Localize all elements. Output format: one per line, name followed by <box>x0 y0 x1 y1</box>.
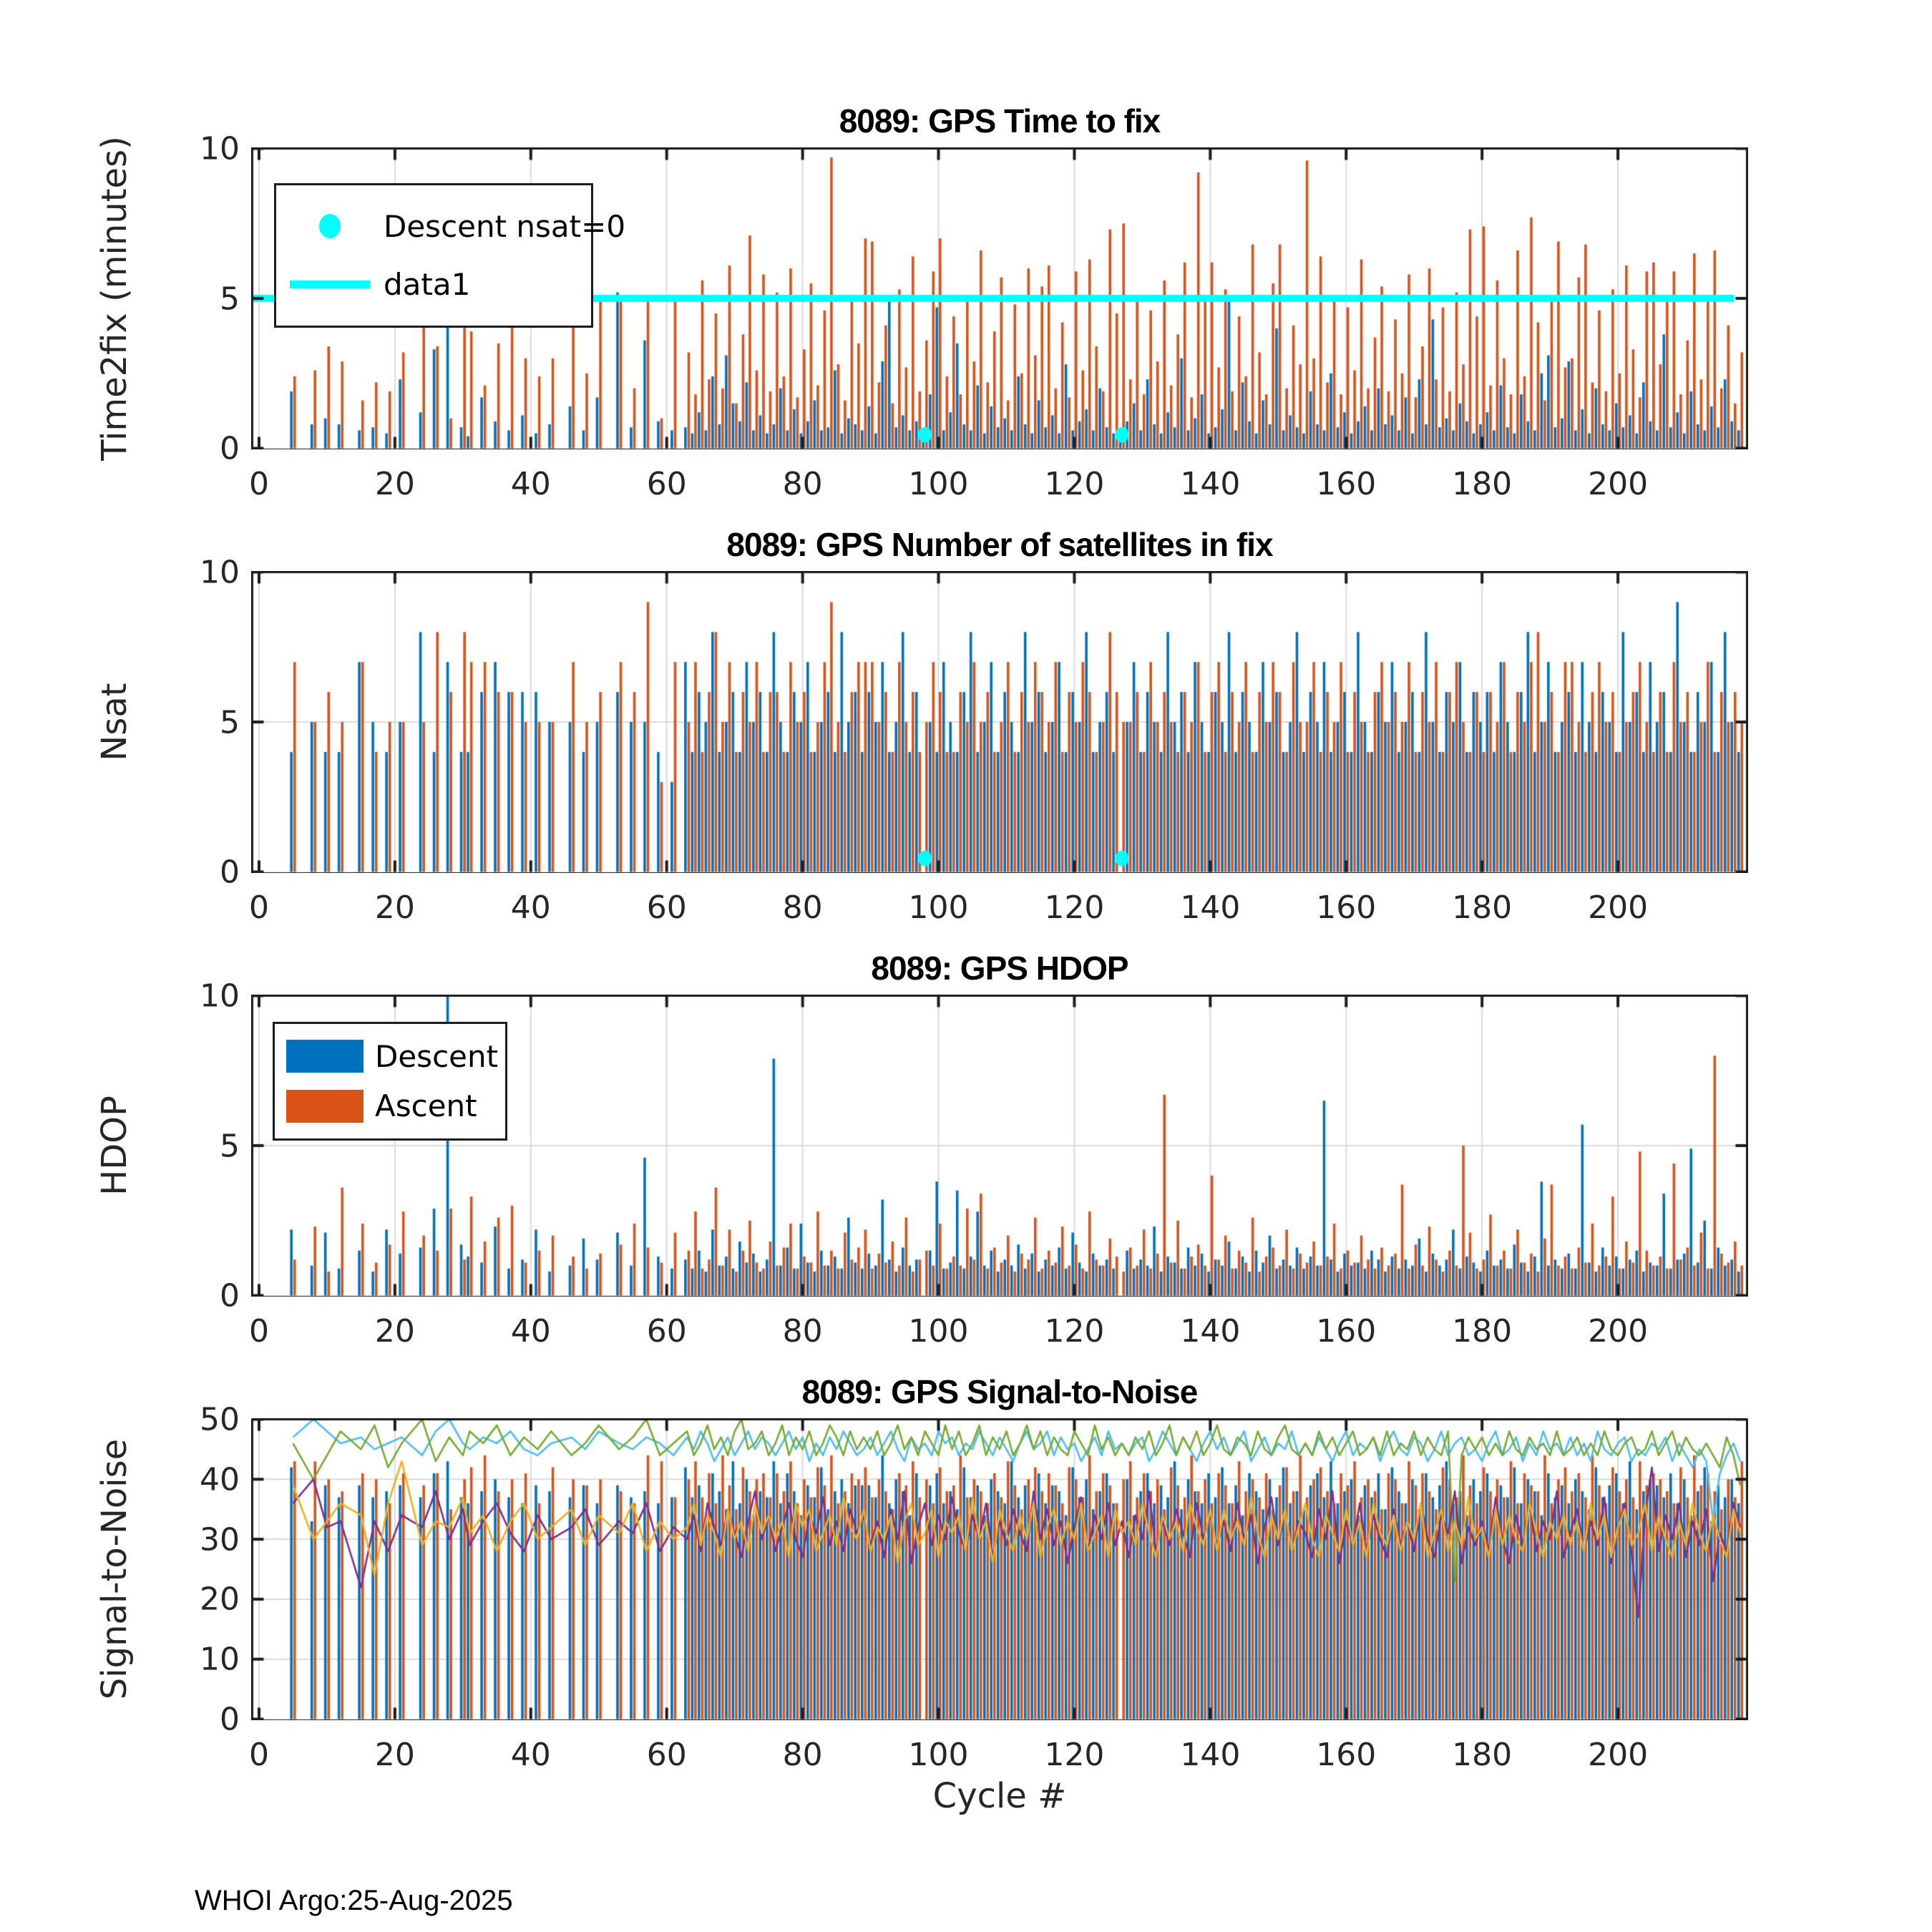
x-tick-label: 80 <box>782 1737 823 1773</box>
y-tick-label: 10 <box>200 1641 240 1678</box>
y-tick-label: 0 <box>220 1277 240 1314</box>
y-tick-label: 0 <box>220 1701 240 1738</box>
x-tick-label: 180 <box>1452 889 1513 926</box>
x-tick-label: 40 <box>510 1313 551 1350</box>
x-tick-label: 120 <box>1044 889 1105 926</box>
x-tick-label: 20 <box>374 1737 415 1773</box>
x-tick-label: 180 <box>1452 1737 1513 1773</box>
x-tick-label: 200 <box>1588 1313 1649 1350</box>
x-tick-label: 120 <box>1044 1737 1105 1773</box>
legend-swatch-icon <box>275 1090 375 1123</box>
x-tick-label: 80 <box>782 466 823 502</box>
y-tick-label: 5 <box>220 704 240 741</box>
legend-item-ascent <box>275 1088 505 1123</box>
x-tick-label: 160 <box>1316 1737 1377 1773</box>
x-tick-label: 20 <box>374 466 415 502</box>
legend-item-descent-nsat0 <box>276 208 626 244</box>
x-tick-label: 200 <box>1588 1737 1649 1773</box>
x-tick-label: 120 <box>1044 1313 1105 1350</box>
legend-item-descent <box>275 1039 505 1074</box>
cyan-dot-marker <box>319 214 341 238</box>
x-tick-label: 20 <box>374 1313 415 1350</box>
x-tick-label: 40 <box>510 1737 551 1773</box>
x-tick-label: 160 <box>1316 1313 1377 1350</box>
x-tick-label: 40 <box>510 466 551 502</box>
x-tick-label: 180 <box>1452 1313 1513 1350</box>
x-tick-label: 0 <box>248 466 269 502</box>
plot-canvas-nsat <box>251 571 1748 873</box>
x-tick-label: 60 <box>646 1737 687 1773</box>
legend-swatch-icon <box>275 1040 375 1073</box>
legend-label: data1 <box>384 267 471 303</box>
legend-item-data1 <box>276 267 591 302</box>
y-tick-label: 30 <box>200 1521 240 1558</box>
legend-time2fix <box>274 183 626 328</box>
legend-hdop <box>273 1022 507 1141</box>
y-tick-label: 10 <box>200 554 240 591</box>
x-tick-label: 140 <box>1180 466 1241 502</box>
x-tick-label: 0 <box>248 1737 269 1773</box>
descent-color-swatch <box>286 1040 364 1073</box>
x-tick-label: 60 <box>646 1313 687 1350</box>
x-tick-label: 140 <box>1180 889 1241 926</box>
x-tick-label: 0 <box>248 1313 269 1350</box>
y-tick-label: 40 <box>200 1461 240 1498</box>
y-tick-label: 5 <box>220 280 240 317</box>
x-tick-label: 140 <box>1180 1313 1241 1350</box>
x-tick-label: 160 <box>1316 466 1377 502</box>
y-axis-label-hdop: HDOP <box>94 1096 135 1196</box>
x-tick-label: 100 <box>908 1313 969 1350</box>
legend-line-icon <box>276 280 384 288</box>
ascent-color-swatch <box>286 1090 364 1123</box>
x-tick-label: 140 <box>1180 1737 1241 1773</box>
y-axis-label-snr: Signal-to-Noise <box>94 1438 135 1700</box>
footer-stamp: WHOI Argo:25-Aug-2025 <box>195 1885 513 1916</box>
x-tick-label: 80 <box>782 889 823 926</box>
panel-title-hdop: 8089: GPS HDOP <box>871 950 1128 987</box>
y-axis-label-time2fix: Time2fix (minutes) <box>94 136 135 461</box>
y-tick-label: 50 <box>200 1401 240 1438</box>
legend-label: Ascent <box>375 1088 477 1124</box>
x-tick-label: 100 <box>908 466 969 502</box>
y-tick-label: 20 <box>200 1581 240 1618</box>
cyan-line-sample <box>290 280 370 288</box>
x-tick-label: 100 <box>908 889 969 926</box>
plot-canvas-snr <box>251 1418 1748 1720</box>
panel-title-nsat: 8089: GPS Number of satellites in fix <box>726 526 1273 563</box>
panel-title-time2fix: 8089: GPS Time to fix <box>839 102 1161 140</box>
y-tick-label: 10 <box>200 977 240 1015</box>
panel-title-snr: 8089: GPS Signal-to-Noise <box>801 1373 1198 1410</box>
x-tick-label: 80 <box>782 1313 823 1350</box>
y-tick-label: 0 <box>220 854 240 891</box>
x-tick-label: 60 <box>646 466 687 502</box>
x-tick-label: 200 <box>1588 889 1649 926</box>
x-tick-label: 200 <box>1588 466 1649 502</box>
x-tick-label: 0 <box>248 889 269 926</box>
y-tick-label: 0 <box>220 430 240 467</box>
x-tick-label: 180 <box>1452 466 1513 502</box>
x-tick-label: 120 <box>1044 466 1105 502</box>
x-tick-label: 40 <box>510 889 551 926</box>
y-axis-label-nsat: Nsat <box>94 683 135 761</box>
x-tick-label: 100 <box>908 1737 969 1773</box>
legend-label: Descent nsat=0 <box>384 208 626 244</box>
x-axis-label: Cycle # <box>932 1776 1067 1816</box>
legend-dot-icon <box>276 214 384 238</box>
legend-label: Descent <box>375 1038 499 1074</box>
y-tick-label: 10 <box>200 130 240 167</box>
x-tick-label: 20 <box>374 889 415 926</box>
y-tick-label: 5 <box>220 1128 240 1164</box>
x-tick-label: 60 <box>646 889 687 926</box>
x-tick-label: 160 <box>1316 889 1377 926</box>
